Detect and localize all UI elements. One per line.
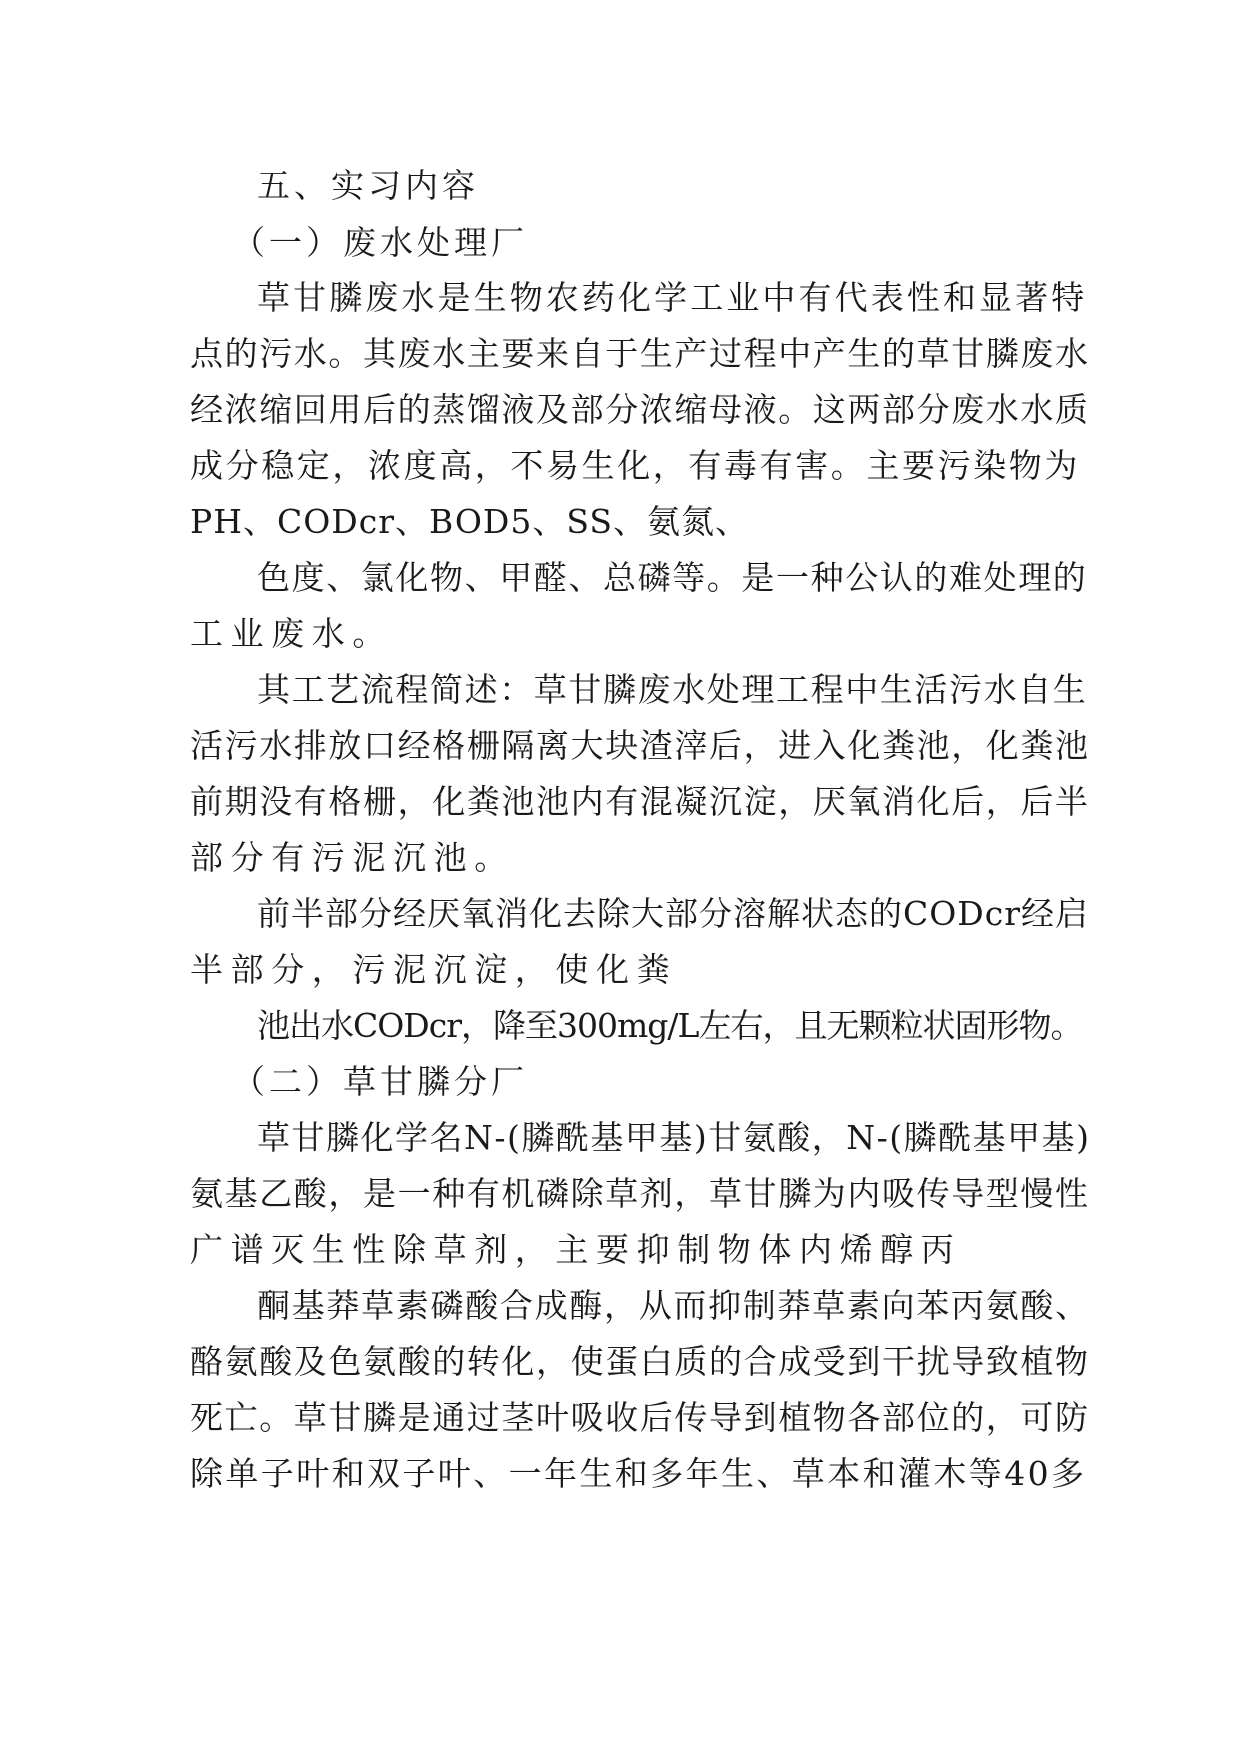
paragraph-line: 点的污水。其废水主要来自于生产过程中产生的草甘膦废水 xyxy=(190,334,1090,373)
paragraph-line: 氨基乙酸，是一种有机磷除草剂，草甘膦为内吸传导型慢性 xyxy=(190,1174,1090,1213)
subsection-heading: （二）草甘膦分厂 xyxy=(232,1062,528,1101)
paragraph-line: 部分有污泥沉池。 xyxy=(190,838,515,877)
paragraph-line: 前半部分经厌氧消化去除大部分溶解状态的CODcr经启 xyxy=(257,894,1090,933)
paragraph-line: 死亡。草甘膦是通过茎叶吸收后传导到植物各部位的，可防 xyxy=(190,1398,1090,1437)
paragraph-line: 酪氨酸及色氨酸的转化，使蛋白质的合成受到干扰导致植物 xyxy=(190,1342,1090,1381)
subsection-heading: （一）废水处理厂 xyxy=(232,223,528,262)
paragraph-line: 色度、氯化物、甲醛、总磷等。是一种公认的难处理的 xyxy=(257,558,1088,597)
paragraph-line: 经浓缩回用后的蒸馏液及部分浓缩母液。这两部分废水水质 xyxy=(190,390,1090,429)
paragraph-line: 草甘膦化学名N-(膦酰基甲基)甘氨酸，N-(膦酰基甲基) xyxy=(257,1118,1091,1157)
paragraph-line: 活污水排放口经格栅隔离大块渣滓后，进入化粪池，化粪池 xyxy=(190,726,1090,765)
paragraph-line: 草甘膦废水是生物农药化学工业中有代表性和显著特 xyxy=(257,278,1088,317)
paragraph-line: 池出水CODcr，降至300mg/L左右，且无颗粒状固形物。 xyxy=(257,1006,1083,1045)
paragraph-line: PH、CODcr、BOD5、SS、氨氮、 xyxy=(190,502,750,541)
paragraph-line: 除单子叶和双子叶、一年生和多年生、草本和灌木等40多 xyxy=(190,1454,1087,1493)
paragraph-line: 其工艺流程简述：草甘膦废水处理工程中生活污水自生 xyxy=(257,670,1088,709)
paragraph-line: 成分稳定，浓度高，不易生化，有毒有害。主要污染物为 xyxy=(190,446,1080,485)
paragraph-line: 广谱灭生性除草剂，主要抑制物体内烯醇丙 xyxy=(190,1230,962,1269)
paragraph-line: 半部分，污泥沉淀，使化粪 xyxy=(190,950,678,989)
paragraph-line: 酮基莽草素磷酸合成酶，从而抑制莽草素向苯丙氨酸、 xyxy=(257,1286,1090,1325)
paragraph-line: 工业废水。 xyxy=(190,614,393,653)
section-heading: 五、实习内容 xyxy=(257,166,479,205)
paragraph-line: 前期没有格栅，化粪池池内有混凝沉淀，厌氧消化后，后半 xyxy=(190,782,1090,821)
